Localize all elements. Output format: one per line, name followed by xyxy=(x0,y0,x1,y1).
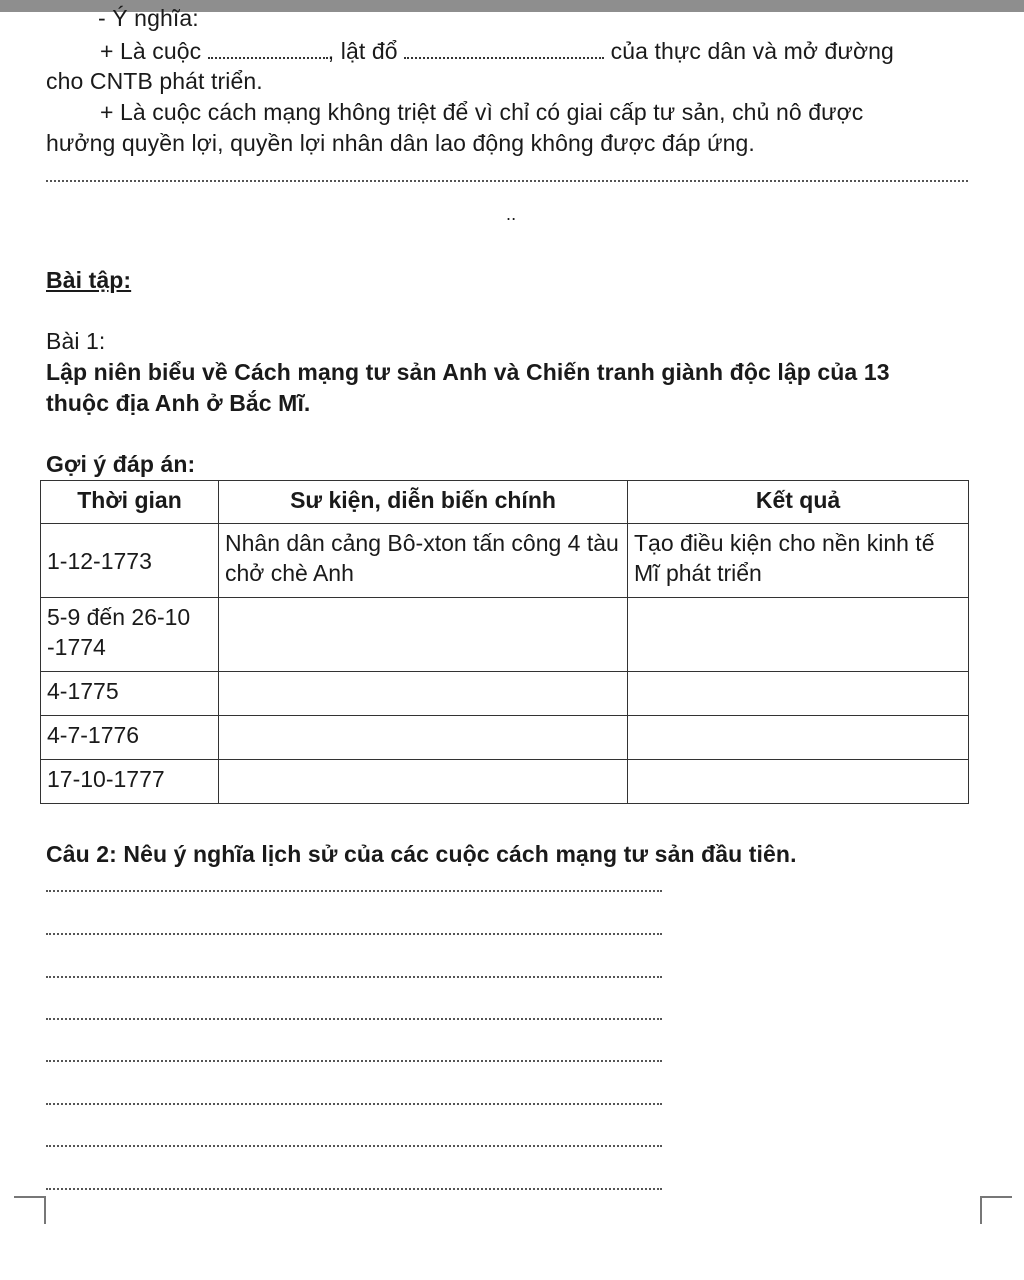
answer-line[interactable] xyxy=(46,1103,662,1105)
answer-line[interactable] xyxy=(46,1145,662,1147)
point1-mid: , lật đổ xyxy=(327,38,398,64)
table-row xyxy=(41,672,969,716)
cell-time: 4-1775 xyxy=(41,672,219,716)
meaning-point-1-continued: cho CNTB phát triển. xyxy=(46,68,263,94)
cell-result: Tạo điều kiện cho nền kinh tế Mĩ phát triển xyxy=(628,524,969,598)
answer-line[interactable] xyxy=(46,1060,662,1062)
table-header-row xyxy=(41,481,969,524)
cell-event[interactable] xyxy=(219,760,628,804)
page-corner-mark-left xyxy=(14,1196,46,1224)
cell-event[interactable] xyxy=(219,672,628,716)
exercises-heading: Bài tập: xyxy=(46,267,132,293)
chronology-table xyxy=(40,480,969,804)
cell-event[interactable] xyxy=(219,716,628,760)
answer-blank-1[interactable] xyxy=(208,39,328,59)
meaning-heading: - Ý nghĩa: xyxy=(98,5,199,31)
cell-result[interactable] xyxy=(628,716,969,760)
question2-prompt: Câu 2: Nêu ý nghĩa lịch sử của các cuộc cách mạng tư sản đầu tiên. xyxy=(46,841,797,867)
meaning-point-2-line1: + Là cuộc cách mạng không triệt để vì chỉ có giai cấp tư sản, chủ nô được xyxy=(100,99,864,125)
cell-result[interactable] xyxy=(628,672,969,716)
header-time: Thời gian xyxy=(41,481,219,524)
page-corner-mark-right xyxy=(980,1196,1012,1224)
cell-result[interactable] xyxy=(628,598,969,672)
answer-line[interactable] xyxy=(46,1018,662,1020)
cell-event[interactable] xyxy=(219,598,628,672)
cell-time: 1-12-1773 xyxy=(41,524,219,598)
point1-prefix: + Là cuộc xyxy=(100,38,202,64)
table-row xyxy=(41,524,969,598)
meaning-point-2-line2: hưởng quyền lợi, quyền lợi nhân dân lao động không được đáp ứng. xyxy=(46,130,755,156)
bai1-prompt-line2: thuộc địa Anh ở Bắc Mĩ. xyxy=(46,390,311,416)
cell-time: 5-9 đến 26-10 -1774 xyxy=(41,598,219,672)
answer-line[interactable] xyxy=(46,976,662,978)
dotted-separator xyxy=(46,180,968,182)
answer-line[interactable] xyxy=(46,1188,662,1190)
answer-line[interactable] xyxy=(46,933,662,935)
bai1-prompt-line1: Lập niên biểu về Cách mạng tư sản Anh và Chiến tranh giành độc lập của 13 xyxy=(46,359,890,385)
header-event: Sư kiện, diễn biến chính xyxy=(219,481,628,524)
cell-result[interactable] xyxy=(628,760,969,804)
meaning-point-1 xyxy=(100,37,894,65)
hint-label: Gợi ý đáp án: xyxy=(46,451,196,477)
cell-event: Nhân dân cảng Bô-xton tấn công 4 tàu chở chè Anh xyxy=(219,524,628,598)
table-row xyxy=(41,760,969,804)
answer-blank-2[interactable] xyxy=(404,39,604,59)
header-result: Kết quả xyxy=(628,481,969,524)
table-row xyxy=(41,716,969,760)
answer-line[interactable] xyxy=(46,890,662,892)
point1-suffix: của thực dân và mở đường xyxy=(610,38,894,64)
cell-time: 4-7-1776 xyxy=(41,716,219,760)
bai1-title: Bài 1: xyxy=(46,328,106,354)
table-row xyxy=(41,598,969,672)
stray-mark: .. xyxy=(506,204,517,224)
cell-time: 17-10-1777 xyxy=(41,760,219,804)
